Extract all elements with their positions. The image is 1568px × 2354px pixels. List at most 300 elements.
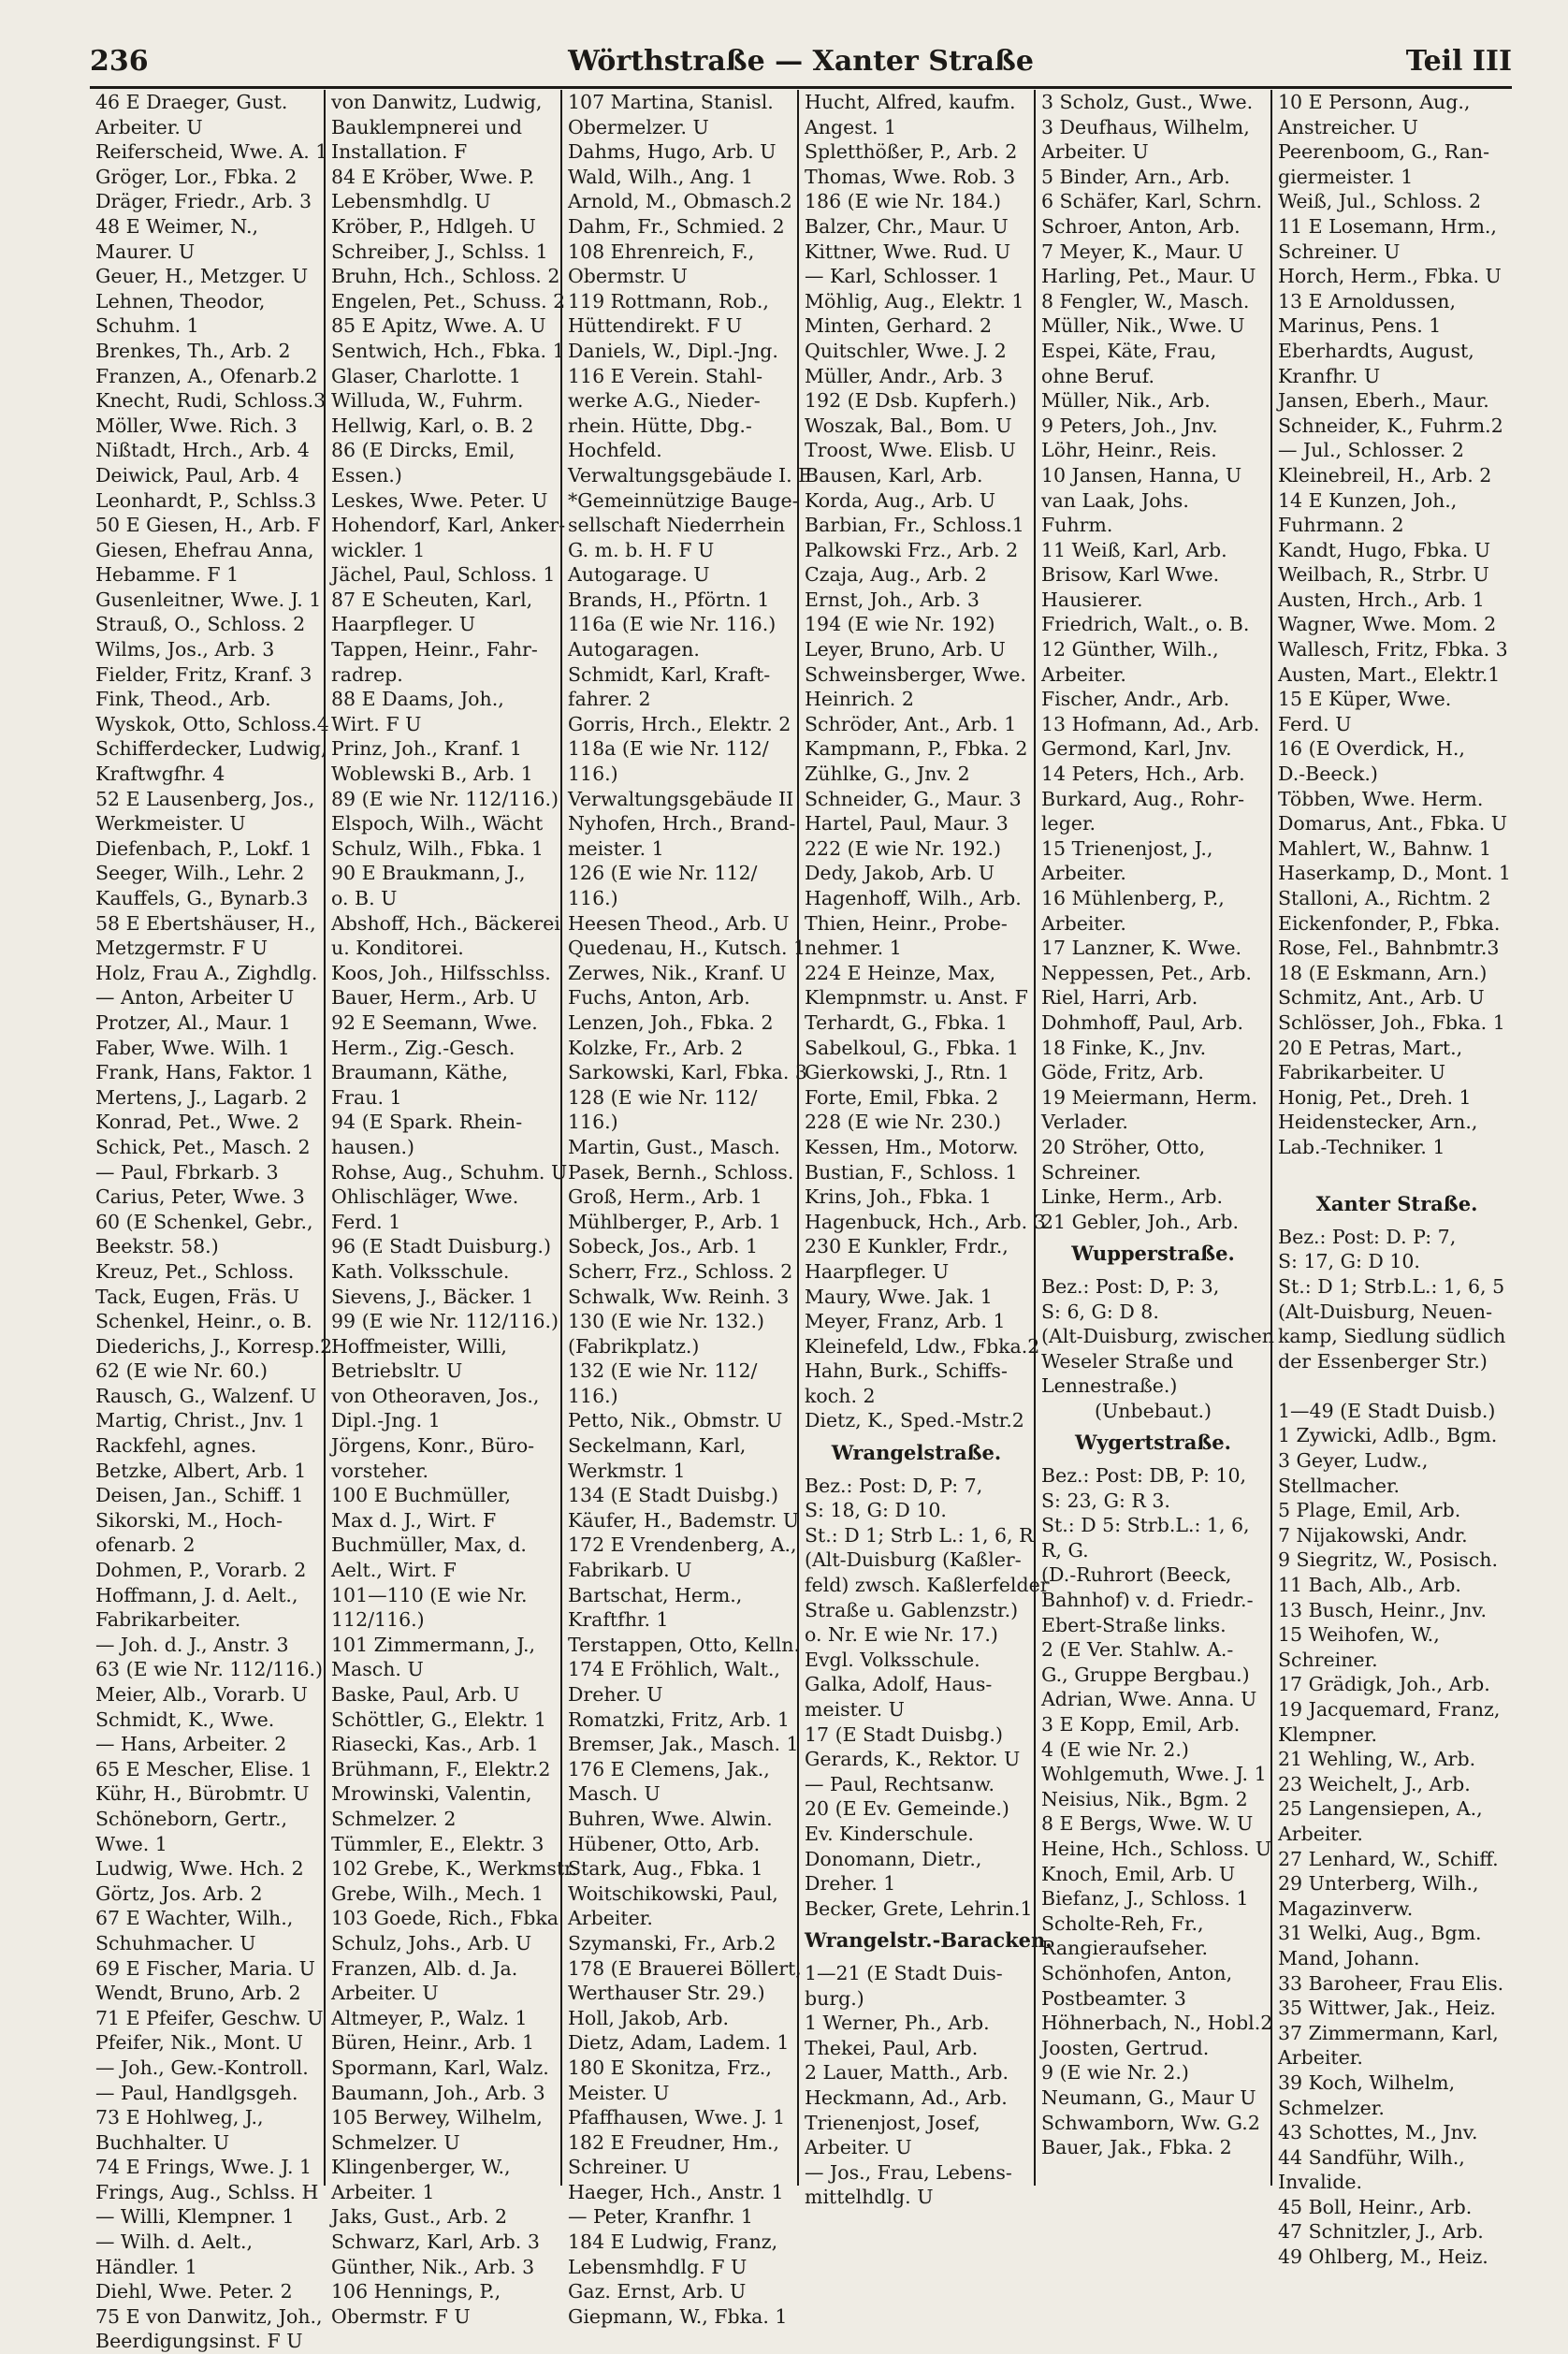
directory-line: Herm., Zig.-Gesch. [331,1036,515,1059]
directory-line: D.-Beeck.) [1278,763,1378,786]
directory-line: Martig, Christ., Jnv. 1 [95,1409,306,1432]
directory-line: 45 Boll, Heinr., Arb. [1278,2195,1473,2218]
directory-line: Schmidt, Karl, Kraft- [568,662,771,686]
directory-line: Sabelkoul, G., Fbka. 1 [805,1036,1019,1059]
directory-line: Betriebsltr. U [331,1359,463,1383]
directory-line: Sarkowski, Karl, Fbka. 3 [568,1061,807,1084]
directory-line: Quedenau, H., Kutsch. 1 [568,937,806,960]
directory-line: 172 E Vrendenberg, A., [568,1533,797,1557]
directory-line: — Jul., Schlosser. 2 [1278,439,1464,462]
directory-line: Werkmeister. U [95,812,246,836]
directory-line: Hucht, Alfred, kaufm. [805,91,1016,113]
directory-line: Haarpfleger. U [805,1259,950,1283]
directory-line: Lenzen, Joh., Fbka. 2 [568,1010,774,1034]
directory-line: u. Konditorei. [331,937,464,960]
directory-line: (Alt-Duisburg (Kaßler- [805,1548,1022,1572]
directory-line: Petto, Nik., Obmstr. U [568,1409,783,1432]
directory-line: Schöttler, G., Elektr. 1 [331,1707,546,1731]
directory-line: Daniels, W., Dipl.-Jng. [568,339,778,362]
directory-line: Brands, H., Pförtn. 1 [568,588,770,611]
directory-line: Installation. F [331,140,468,164]
directory-line: Heckmann, Ad., Arb. [805,2085,1008,2109]
directory-line: Woblewski B., Arb. 1 [331,763,533,786]
directory-line: Gusenleitner, Wwe. J. 1 [95,588,322,611]
directory-line: giermeister. 1 [1278,165,1414,188]
directory-line: o. Nr. E wie Nr. 17.) [805,1623,998,1647]
directory-line: 16 (E Overdick, H., [1278,737,1465,761]
directory-line: 21 Wehling, W., Arb. [1278,1748,1476,1771]
directory-line: Franzen, Alb. d. Ja. [331,1956,518,1980]
directory-line: 3 Deufhaus, Wilhelm, [1041,115,1250,138]
directory-line: Ferd. U [1278,712,1352,735]
directory-line: Giesen, Ehefrau Anna, [95,538,314,561]
directory-line: 12 Günther, Wilh., [1041,638,1219,661]
directory-line: Heine, Hch., Schloss. U [1041,1837,1272,1860]
directory-line: 194 (E wie Nr. 192) [805,613,995,636]
directory-line: Krins, Joh., Fbka. 1 [805,1185,992,1209]
directory-line: — Peter, Kranfhr. 1 [568,2205,753,2229]
directory-line: Bahnhof) v. d. Friedr.- [1041,1589,1254,1612]
directory-line: Weseler Straße und [1041,1349,1234,1373]
directory-line: Schreiner. U [1278,240,1401,263]
directory-line: 11 Weiß, Karl, Arb. [1041,538,1227,561]
directory-line: 101 Zimmermann, J., [331,1633,536,1656]
directory-line: Donomann, Dietr., [805,1847,982,1870]
directory-line: koch. 2 [805,1384,876,1407]
directory-line: Müller, Nik., Wwe. U [1041,314,1245,338]
directory-line: 1—49 (E Stadt Duisb.) [1278,1399,1496,1422]
directory-line: Braumann, Käthe, [331,1061,509,1084]
directory-line: Zühlke, G., Jnv. 2 [805,763,970,786]
directory-line: Palkowski Frz., Arb. 2 [805,538,1019,561]
directory-line: Espei, Käte, Frau, [1041,339,1217,362]
directory-line: Hübener, Otto, Arb. [568,1832,761,1855]
directory-line: Szymanski, Fr., Arb.2 [568,1931,777,1954]
directory-line: Mertens, J., Lagarb. 2 [95,1085,308,1109]
directory-line: — Jos., Frau, Lebens- [805,2160,1012,2184]
directory-line: Buchhalter. U [95,2130,230,2154]
directory-line: 8 E Bergs, Wwe. W. U [1041,1812,1254,1836]
directory-line: Korda, Aug., Arb. U [805,488,995,512]
directory-line: Trienenjost, Josef, [805,2111,980,2134]
directory-line: Geuer, H., Metzger. U [95,265,309,288]
directory-line: Kampmann, P., Fbka. 2 [805,737,1028,761]
directory-line: Mrowinski, Valentin, [331,1782,532,1806]
directory-line: Leyer, Bruno, Arb. U [805,638,1006,661]
part-label: Teil III [1405,45,1512,78]
directory-line: Fink, Theod., Arb. [95,688,271,711]
directory-line: Strauß, O., Schloss. 2 [95,613,306,636]
directory-line: 14 E Kunzen, Joh., [1278,488,1458,512]
directory-line: Kittner, Wwe. Rud. U [805,240,1011,263]
directory-line: Hoffmann, J. d. Aelt., [95,1583,298,1606]
directory-line: — Wilh. d. Aelt., [95,2230,253,2254]
directory-line: 7 Nijakowski, Andr. [1278,1523,1468,1547]
directory-line: 130 (E wie Nr. 132.) [568,1310,765,1333]
directory-line: — Joh. d. J., Anstr. 3 [95,1633,289,1656]
directory-line: Fabrikarbeiter. [95,1608,241,1632]
directory-line: Adrian, Wwe. Anna. U [1041,1688,1257,1711]
directory-line: Ebert-Straße links. [1041,1613,1227,1636]
directory-line: Händler. 1 [95,2255,197,2278]
directory-line: Schreiner. [1278,1648,1378,1671]
directory-line: Arbeiter. 1 [331,2180,435,2203]
directory-line: 74 E Frings, Wwe. J. 1 [95,2156,312,2179]
directory-line: Lebensmhdlg. F U [568,2255,748,2278]
street-heading: Wygertstraße. [1075,1431,1231,1455]
directory-line: Schmidt, K., Wwe. [95,1707,275,1731]
directory-line: Sobeck, Jos., Arb. 1 [568,1235,759,1258]
directory-line: 5 Binder, Arn., Arb. [1041,165,1230,188]
directory-line: Käufer, H., Bademstr. U [568,1508,800,1532]
directory-line: Austen, Mart., Elektr.1 [1278,662,1501,686]
directory-line: 94 (E Spark. Rhein- [331,1111,523,1134]
directory-line: 21 Gebler, Joh., Arb. [1041,1210,1240,1233]
directory-line: Germond, Karl, Jnv. [1041,737,1232,761]
directory-line: Pasek, Bernh., Schloss. [568,1160,794,1184]
directory-line: Dahms, Hugo, Arb. U [568,140,777,164]
directory-line: G. m. b. H. F U [568,538,715,561]
directory-line: Ohlischläger, Wwe. [331,1185,519,1209]
directory-line: Diefenbach, P., Lokf. 1 [95,836,312,860]
column-2 [326,90,578,2328]
directory-line: 44 Sandführ, Wilh., [1278,2145,1465,2169]
directory-line: Dreher. 1 [805,1872,896,1896]
directory-line: Troost, Wwe. Elisb. U [805,439,1016,462]
directory-line: Frau. 1 [331,1085,402,1109]
directory-line: Ernst, Joh., Arb. 3 [805,588,980,611]
directory-line: Klempnmstr. u. Anst. F [805,986,1028,1010]
directory-line: 31 Welki, Aug., Bgm. [1278,1922,1482,1945]
directory-line: Brühmann, F., Elektr.2 [331,1757,551,1780]
directory-line: Fuchs, Anton, Arb. [568,986,750,1010]
directory-line: 96 (E Stadt Duisburg.) [331,1235,551,1258]
directory-line: 19 Jacquemard, Franz, [1278,1698,1501,1721]
directory-line: Deisen, Jan., Schiff. 1 [95,1484,304,1507]
directory-line: Bauer, Jak., Fbka. 2 [1041,2136,1232,2159]
directory-line: Meier, Alb., Vorarb. U [95,1683,308,1706]
directory-line: S: 23, G: R 3. [1041,1489,1170,1512]
directory-line: Wald, Wilh., Ang. 1 [568,165,754,188]
directory-line: Diederichs, J., Korresp.2 [95,1334,333,1358]
directory-line: 48 E Weimer, N., [95,214,258,238]
directory-line: 52 E Lausenberg, Jos., [95,787,315,810]
directory-line: Linke, Herm., Arb. [1041,1185,1223,1209]
street-heading: Wrangelstraße. [831,1441,1002,1465]
directory-line: Nißtadt, Hrch., Arb. 4 [95,439,310,462]
directory-line: 1 Werner, Ph., Arb. [805,2012,990,2035]
directory-line: Bez.: Post: D. P: 7, [1278,1225,1457,1248]
directory-line: Barbian, Fr., Schloss.1 [805,514,1024,537]
directory-line: Scherr, Frz., Schloss. 2 [568,1259,793,1283]
directory-line: Neumann, G., Maur U [1041,2085,1256,2109]
directory-line: Stalloni, A., Richtm. 2 [1278,887,1491,909]
directory-line: Bausen, Karl, Arb. [805,463,983,487]
directory-line: Marinus, Pens. 1 [1278,314,1442,338]
directory-line: 192 (E Dsb. Kupferh.) [805,389,1017,413]
columns [90,90,1521,2353]
directory-line: 15 Trienenjost, J., [1041,836,1213,860]
directory-line: 101—110 (E wie Nr. [331,1583,528,1606]
directory-line: Neppessen, Pet., Arb. [1041,961,1252,984]
directory-line: Hausierer. [1041,588,1143,611]
directory-line: 15 Weihofen, W., [1278,1623,1440,1647]
directory-line: 3 E Kopp, Emil, Arb. [1041,1713,1241,1736]
directory-line: Ludwig, Wwe. Hch. 2 [95,1857,304,1881]
directory-line: — Anton, Arbeiter U [95,986,295,1010]
directory-line: Masch. U [331,1658,424,1681]
directory-line [1278,1373,1516,1399]
directory-line: Bez.: Post: D, P: 3, [1041,1274,1220,1298]
directory-line: Arbeiter. U [1041,140,1149,164]
directory-line: Maurer. U [95,240,196,263]
directory-line: Honig, Pet., Dreh. 1 [1278,1085,1472,1109]
directory-line: Büren, Heinr., Arb. 1 [331,2031,535,2055]
directory-line: Diehl, Wwe. Peter. 2 [95,2280,293,2303]
directory-line: 118a (E wie Nr. 112/ [568,737,769,761]
directory-line: 180 E Skonitza, Frz., [568,2056,772,2079]
directory-line: Müller, Nik., Arb. [1041,389,1211,413]
directory-line: Arbeiter. U [95,115,203,138]
directory-line: 11 Bach, Alb., Arb. [1278,1574,1461,1597]
directory-line: Schmelzer. 2 [331,1807,457,1830]
directory-line: Thomas, Wwe. Rob. 3 [805,165,1016,188]
directory-line: Sievens, J., Bäcker. 1 [331,1285,534,1308]
directory-line: Jörgens, Konr., Büro- [331,1434,535,1458]
directory-line: Dietz, Adam, Ladem. 1 [568,2031,790,2055]
directory-line: 11 E Losemann, Hrm., [1278,214,1497,238]
directory-line: Werkmstr. 1 [568,1459,686,1482]
directory-line: Rangieraufseher. [1041,1937,1209,1960]
directory-line: Meister. U [568,2081,670,2104]
directory-line: Holz, Frau A., Zighdlg. [95,961,318,984]
directory-line: Deiwick, Paul, Arb. 4 [95,463,299,487]
directory-line: Rose, Fel., Bahnbmtr.3 [1278,937,1500,960]
directory-line: Spormann, Karl, Walz. [331,2056,549,2079]
directory-line: Gerards, K., Rektor. U [805,1748,1021,1771]
directory-line: Schneider, K., Fuhrm.2 [1278,414,1503,437]
directory-line: 2 Lauer, Matth., Arb. [805,2061,1009,2085]
column-3 [562,90,812,2328]
directory-line: (Fabrikplatz.) [568,1334,700,1358]
directory-line: Lab.-Techniker. 1 [1278,1135,1445,1158]
directory-line: 7 Meyer, K., Maur. U [1041,240,1244,263]
directory-line: 5 Plage, Emil, Arb. [1278,1499,1461,1522]
directory-line: kamp, Siedlung südlich [1278,1325,1506,1348]
directory-line: Fielder, Fritz, Kranf. 3 [95,662,312,686]
directory-line: Romatzki, Fritz, Arb. 1 [568,1707,790,1731]
directory-line: Prinz, Joh., Kranf. 1 [331,737,522,761]
directory-line: 49 Ohlberg, M., Heiz. [1278,2245,1488,2269]
directory-line: Zerwes, Nik., Kranf. U [568,961,787,984]
directory-line: Heesen Theod., Arb. U [568,911,790,935]
directory-line: Franzen, A., Ofenarb.2 [95,364,318,387]
directory-line: 2 (E Ver. Stahlw. A.- [1041,1638,1234,1662]
directory-line: Thien, Heinr., Probe- [805,911,1008,935]
directory-line: Schmelzer. [1278,2096,1385,2119]
directory-line: Göde, Fritz, Arb. [1041,1061,1204,1084]
directory-line: Schöneborn, Gertr., [95,1807,288,1830]
directory-line: 1—21 (E Stadt Duis- [805,1961,1003,1984]
directory-line: Spletthößer, P., Arb. 2 [805,140,1018,164]
directory-line: Bremser, Jak., Masch. 1 [568,1733,799,1756]
directory-line: 46 E Draeger, Gust. [95,91,288,113]
directory-line: 18 Finke, K., Jnv. [1041,1036,1207,1059]
directory-line: 186 (E wie Nr. 184.) [805,190,1002,213]
directory-line: van Laak, Johs. [1041,488,1189,512]
directory-line: Altmeyer, P., Walz. 1 [331,2006,528,2029]
directory-line: 4 (E wie Nr. 2.) [1041,1737,1189,1761]
directory-line: Engelen, Pet., Schuss. 2 [331,289,566,312]
directory-line: 62 (E wie Nr. 60.) [95,1359,268,1383]
directory-line: 176 E Clemens, Jak., [568,1757,770,1780]
directory-line: Protzer, Al., Maur. 1 [95,1010,291,1034]
directory-line: Dreher. U [568,1683,663,1706]
directory-line: Frank, Hans, Faktor. 1 [95,1061,314,1084]
directory-line: Többen, Wwe. Herm. [1278,787,1484,810]
street-heading: Xanter Straße. [1315,1192,1478,1216]
directory-line: Dahm, Fr., Schmied. 2 [568,214,785,238]
directory-line: Magazinverw. [1278,1896,1414,1920]
directory-line: Schwarz, Karl, Arb. 3 [331,2230,540,2254]
directory-line: Arbeiter. [1041,862,1126,885]
column-5 [1036,90,1272,2186]
directory-line: Wilms, Jos., Arb. 3 [95,638,275,661]
directory-line: 103 Goede, Rich., Fbka [331,1907,559,1930]
directory-line: Gaz. Ernst, Arb. U [568,2280,747,2303]
directory-line: 224 E Heinze, Max, [805,961,996,984]
directory-line: feld) zwsch. Kaßlerfelder [805,1574,1050,1597]
directory-line: Meyer, Franz, Arb. 1 [805,1310,1006,1333]
directory-line: Schlösser, Joh., Fbka. 1 [1278,1010,1505,1034]
directory-line: 116.) [568,1111,618,1134]
directory-line: 14 Peters, Hch., Arb. [1041,763,1245,786]
directory-line: 17 Lanzner, K. Wwe. [1041,937,1241,960]
directory-line: Frings, Aug., Schlss. H [95,2180,319,2203]
directory-line: Klingenberger, W., [331,2156,511,2179]
directory-line: Dohmhoff, Paul, Arb. [1041,1010,1243,1034]
directory-line: Mahlert, W., Bahnw. 1 [1278,836,1492,860]
directory-line: Schick, Pet., Masch. 2 [95,1135,311,1158]
directory-line: Weilbach, R., Strbr. U [1278,563,1489,587]
column-1 [90,90,333,2353]
directory-line: Mand, Johann. [1278,1946,1420,1969]
directory-line: Riasecki, Kas., Arb. 1 [331,1733,539,1756]
directory-line: 19 Meiermann, Herm. [1041,1085,1258,1109]
directory-line: Bruhn, Hch., Schloss. 2 [331,265,560,288]
directory-line: 20 E Petras, Mart., [1278,1036,1463,1059]
directory-line: Fuhrmann. 2 [1278,514,1404,537]
directory-line: Fuhrm. [1041,514,1113,537]
directory-line: ofenarb. 2 [95,1533,196,1557]
directory-line: G., Gruppe Bergbau.) [1041,1663,1250,1686]
directory-line: Schuhmacher. U [95,1931,256,1954]
directory-line: 20 Ströher, Otto, [1041,1135,1206,1158]
directory-line: 35 Wittwer, Jak., Heiz. [1278,1997,1496,2020]
directory-line: 132 (E wie Nr. 112/ [568,1359,758,1383]
directory-line: Wirt. F U [331,712,422,735]
directory-line: Schuhm. 1 [95,314,199,338]
directory-line: Fischer, Andr., Arb. [1041,688,1230,711]
page-number: 236 [90,45,149,78]
directory-line: St.: D 5: Strb.L.: 1, 6, [1041,1514,1250,1537]
directory-line: Görtz, Jos. Arb. 2 [95,1882,263,1905]
directory-line: Dietz, K., Sped.-Mstr.2 [805,1409,1024,1432]
directory-line: 15 E Küper, Wwe. [1278,688,1452,711]
directory-line: — Hans, Arbeiter. 2 [95,1733,287,1756]
directory-line: nehmer. 1 [805,937,902,960]
directory-line: Fabrikarb. U [568,1559,692,1582]
directory-line: leger. [1041,812,1096,836]
directory-line: Galka, Adolf, Haus- [805,1673,993,1696]
directory-line: 20 (E Ev. Gemeinde.) [805,1797,1009,1821]
directory-line: Dipl.-Jng. 1 [331,1409,441,1432]
directory-line: wickler. 1 [331,538,426,561]
directory-line: Baske, Paul, Arb. U [331,1683,520,1706]
directory-line: Brisow, Karl Wwe. [1041,563,1220,587]
directory-line: 84 E Kröber, Wwe. P. [331,165,535,188]
directory-line: Dedy, Jakob, Arb. U [805,862,995,885]
directory-line: 3 Geyer, Ludw., [1278,1449,1429,1473]
directory-line: Rausch, G., Walzenf. U [95,1384,317,1407]
directory-line: Leonhardt, P., Schlss.3 [95,488,316,512]
directory-line: 222 (E wie Nr. 192.) [805,836,1002,860]
directory-line: Lebensmhdlg. U [331,190,491,213]
directory-line: Höhnerbach, N., Hobl.2 [1041,2012,1273,2035]
directory-line: Biefanz, J., Schloss. 1 [1041,1887,1249,1911]
directory-line: Scholte-Reh, Fr., [1041,1911,1204,1935]
directory-line: Heinrich. 2 [805,688,914,711]
directory-line: 88 E Daams, Joh., [331,688,504,711]
directory-line: Seeger, Wilh., Lehr. 2 [95,862,305,885]
directory-line: Rackfehl, agnes. [95,1434,257,1458]
directory-line: 17 Grädigk, Joh., Arb. [1278,1673,1490,1696]
directory-line: Schifferdecker, Ludwig, [95,737,327,761]
directory-line: Hochfeld. [568,439,662,462]
directory-line: Domarus, Ant., Fbka. U [1278,812,1508,836]
directory-line: Straße u. Gablenzstr.) [805,1598,1019,1621]
directory-line: Reiferscheid, Wwe. A. 1 [95,140,328,164]
directory-line: 116 E Verein. Stahl- [568,364,763,387]
directory-line: 27 Lenhard, W., Schiff. [1278,1847,1499,1870]
street-heading: Wrangelstr.-Baracken. [805,1928,1053,1953]
directory-line: Max d. J., Wirt. F [331,1508,497,1532]
directory-line: Kröber, P., Hdlgeh. U [331,214,536,238]
directory-line: 33 Baroheer, Frau Elis. [1278,1971,1504,1995]
directory-line: Jaks, Gust., Arb. 2 [331,2205,508,2229]
directory-line: 65 E Mescher, Elise. 1 [95,1757,312,1780]
directory-line: Weiß, Jul., Schloss. 2 [1278,190,1482,213]
directory-line: Gröger, Lor., Fbka. 2 [95,165,298,188]
directory-line: Arbeiter. [1278,2046,1363,2070]
directory-line: 47 Schnitzler, J., Arb. [1278,2220,1484,2244]
directory-line: 178 (E Brauerei Böllert, [568,1956,802,1980]
directory-line: R, G. [1041,1538,1089,1562]
directory-line: Gorris, Hrch., Elektr. 2 [568,712,791,735]
directory-line: burg.) [805,1986,864,2010]
directory-line: Minten, Gerhard. 2 [805,314,993,338]
directory-line: Joosten, Gertrud. [1041,2036,1210,2059]
directory-line: 87 E Scheuten, Karl, [331,588,533,611]
directory-line: Möller, Wwe. Rich. 3 [95,414,298,437]
directory-line: Konrad, Pet., Wwe. 2 [95,1111,300,1134]
directory-line: Essen.) [331,463,402,487]
directory-line: hausen.) [331,1135,414,1158]
directory-line: Aelt., Wirt. F [331,1559,457,1582]
directory-line: Koos, Joh., Hilfsschlss. [331,961,551,984]
directory-line: S: 18, G: D 10. [805,1499,947,1522]
directory-line: 99 (E wie Nr. 112/116.) [331,1310,559,1333]
